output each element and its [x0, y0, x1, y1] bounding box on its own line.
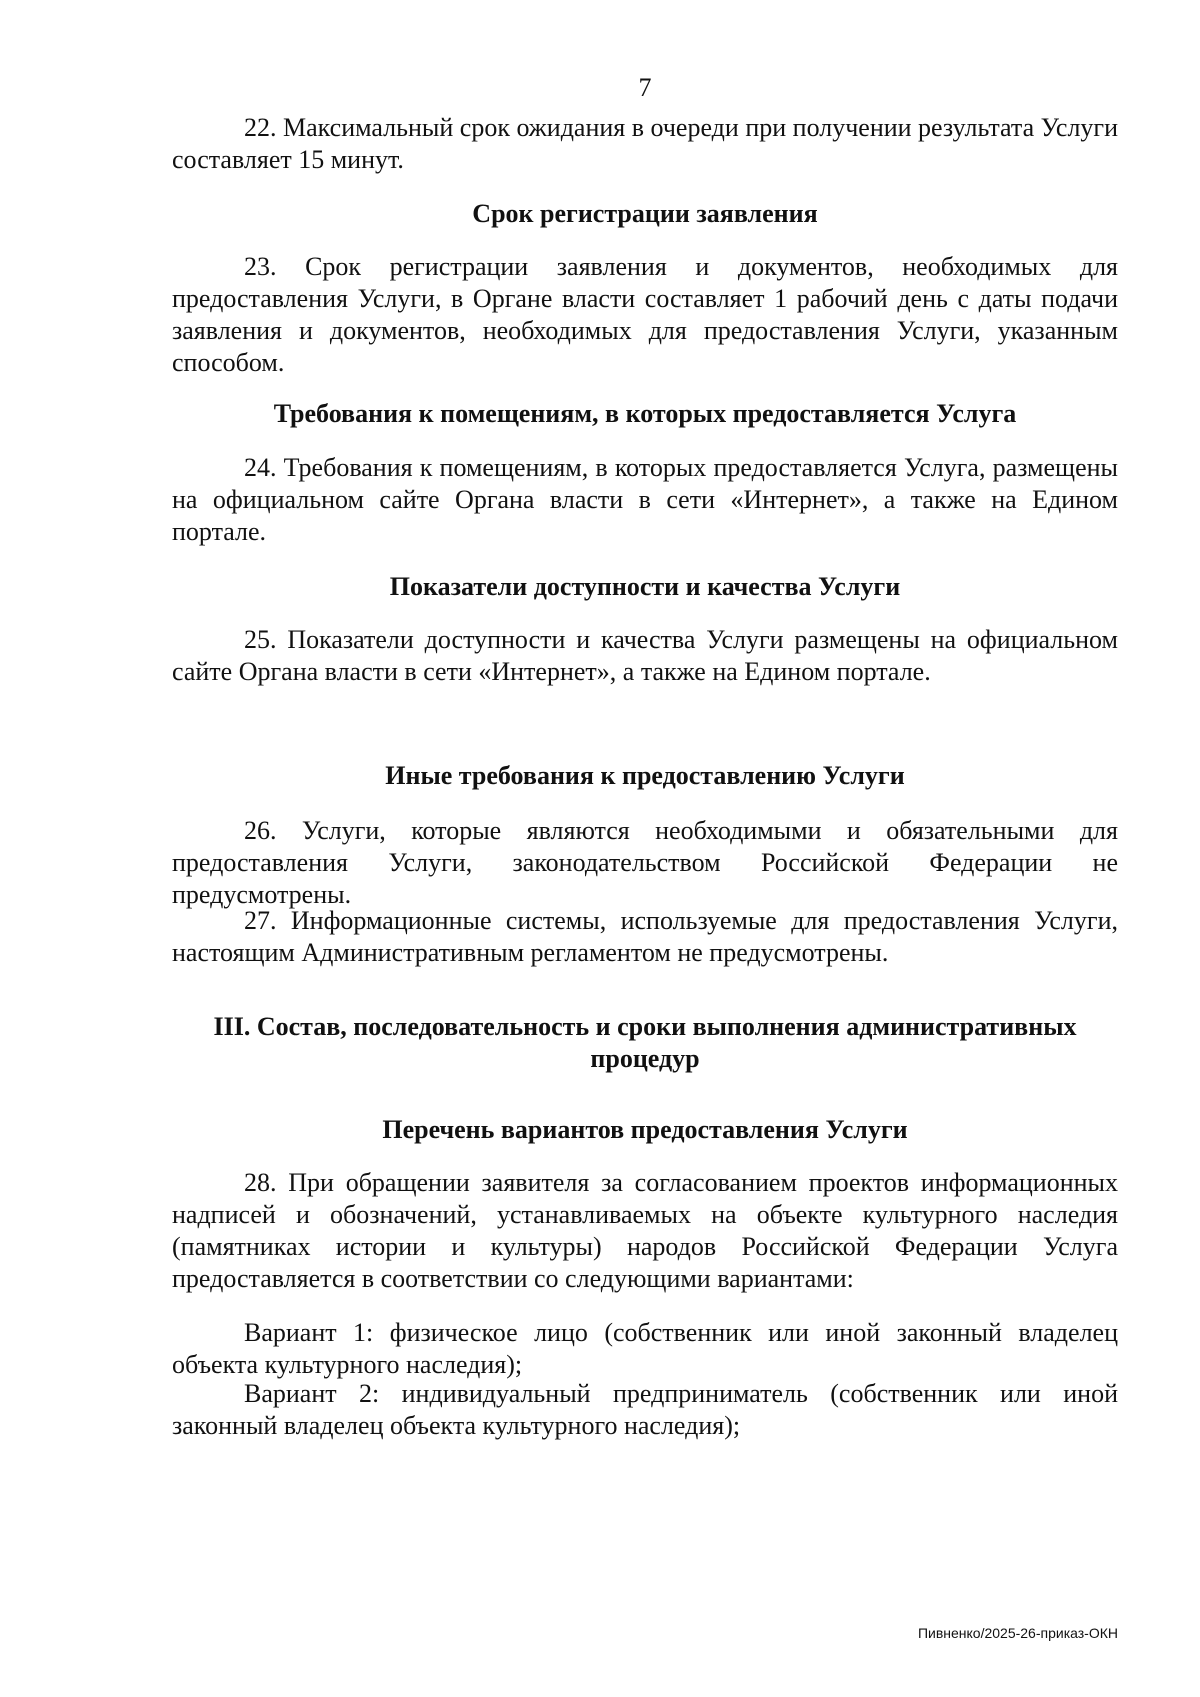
heading-premises-requirements: Требования к помещениям, в которых предоставляется Услуга — [273, 399, 1017, 428]
heading-other-requirements: Иные требования к предоставлению Услуги — [385, 761, 905, 790]
heading-accessibility-quality: Показатели доступности и качества Услуги — [389, 572, 901, 601]
document-page — [172, 0, 1118, 1697]
variant-1: Вариант 1: физическое лицо (собственник или иной законный владелец объекта культурного наследия); — [172, 1318, 1118, 1379]
document-footer-id: Пивненко/2025-26-приказ-ОКН — [917, 1625, 1118, 1641]
heading-section-iii: III. Состав, последовательность и сроки выполнения административных процедур — [213, 1012, 1077, 1073]
paragraph-23: 23. Срок регистрации заявления и документов, необходимых для предоставления Услуги, в Органе власти составляет 1 рабочий день с даты подачи заявления и документов, необходимых для предоставления Услуги, указанным способом. — [172, 252, 1118, 377]
paragraph-25: 25. Показатели доступности и качества Услуги размещены на официальном сайте Органа власти в сети «Интернет», а также на Едином портале. — [172, 625, 1118, 686]
paragraph-27: 27. Информационные системы, используемые для предоставления Услуги, настоящим Административным регламентом не предусмотрены. — [172, 906, 1118, 967]
page-number: 7 — [638, 73, 652, 102]
heading-registration-term: Срок регистрации заявления — [472, 199, 818, 228]
paragraph-24: 24. Требования к помещениям, в которых предоставляется Услуга, размещены на официальном сайте Органа власти в сети «Интернет», а также на Едином портале. — [172, 453, 1118, 546]
paragraph-26: 26. Услуги, которые являются необходимыми и обязательными для предоставления Услуги, законодательством Российской Федерации не предусмотрены. — [172, 816, 1118, 909]
paragraph-28: 28. При обращении заявителя за согласованием проектов информационных надписей и обозначений, устанавливаемых на объекте культурного наследия (памятниках истории и культуры) народов Российской Федерации Услуга предоставляется в соответствии со следующими вариантами: — [172, 1168, 1118, 1293]
heading-variants-list: Перечень вариантов предоставления Услуги — [382, 1115, 908, 1144]
variant-2: Вариант 2: индивидуальный предприниматель (собственник или иной законный владелец объекта культурного наследия); — [172, 1379, 1118, 1440]
paragraph-22: 22. Максимальный срок ожидания в очереди при получении результата Услуги составляет 15 минут. — [172, 113, 1118, 174]
